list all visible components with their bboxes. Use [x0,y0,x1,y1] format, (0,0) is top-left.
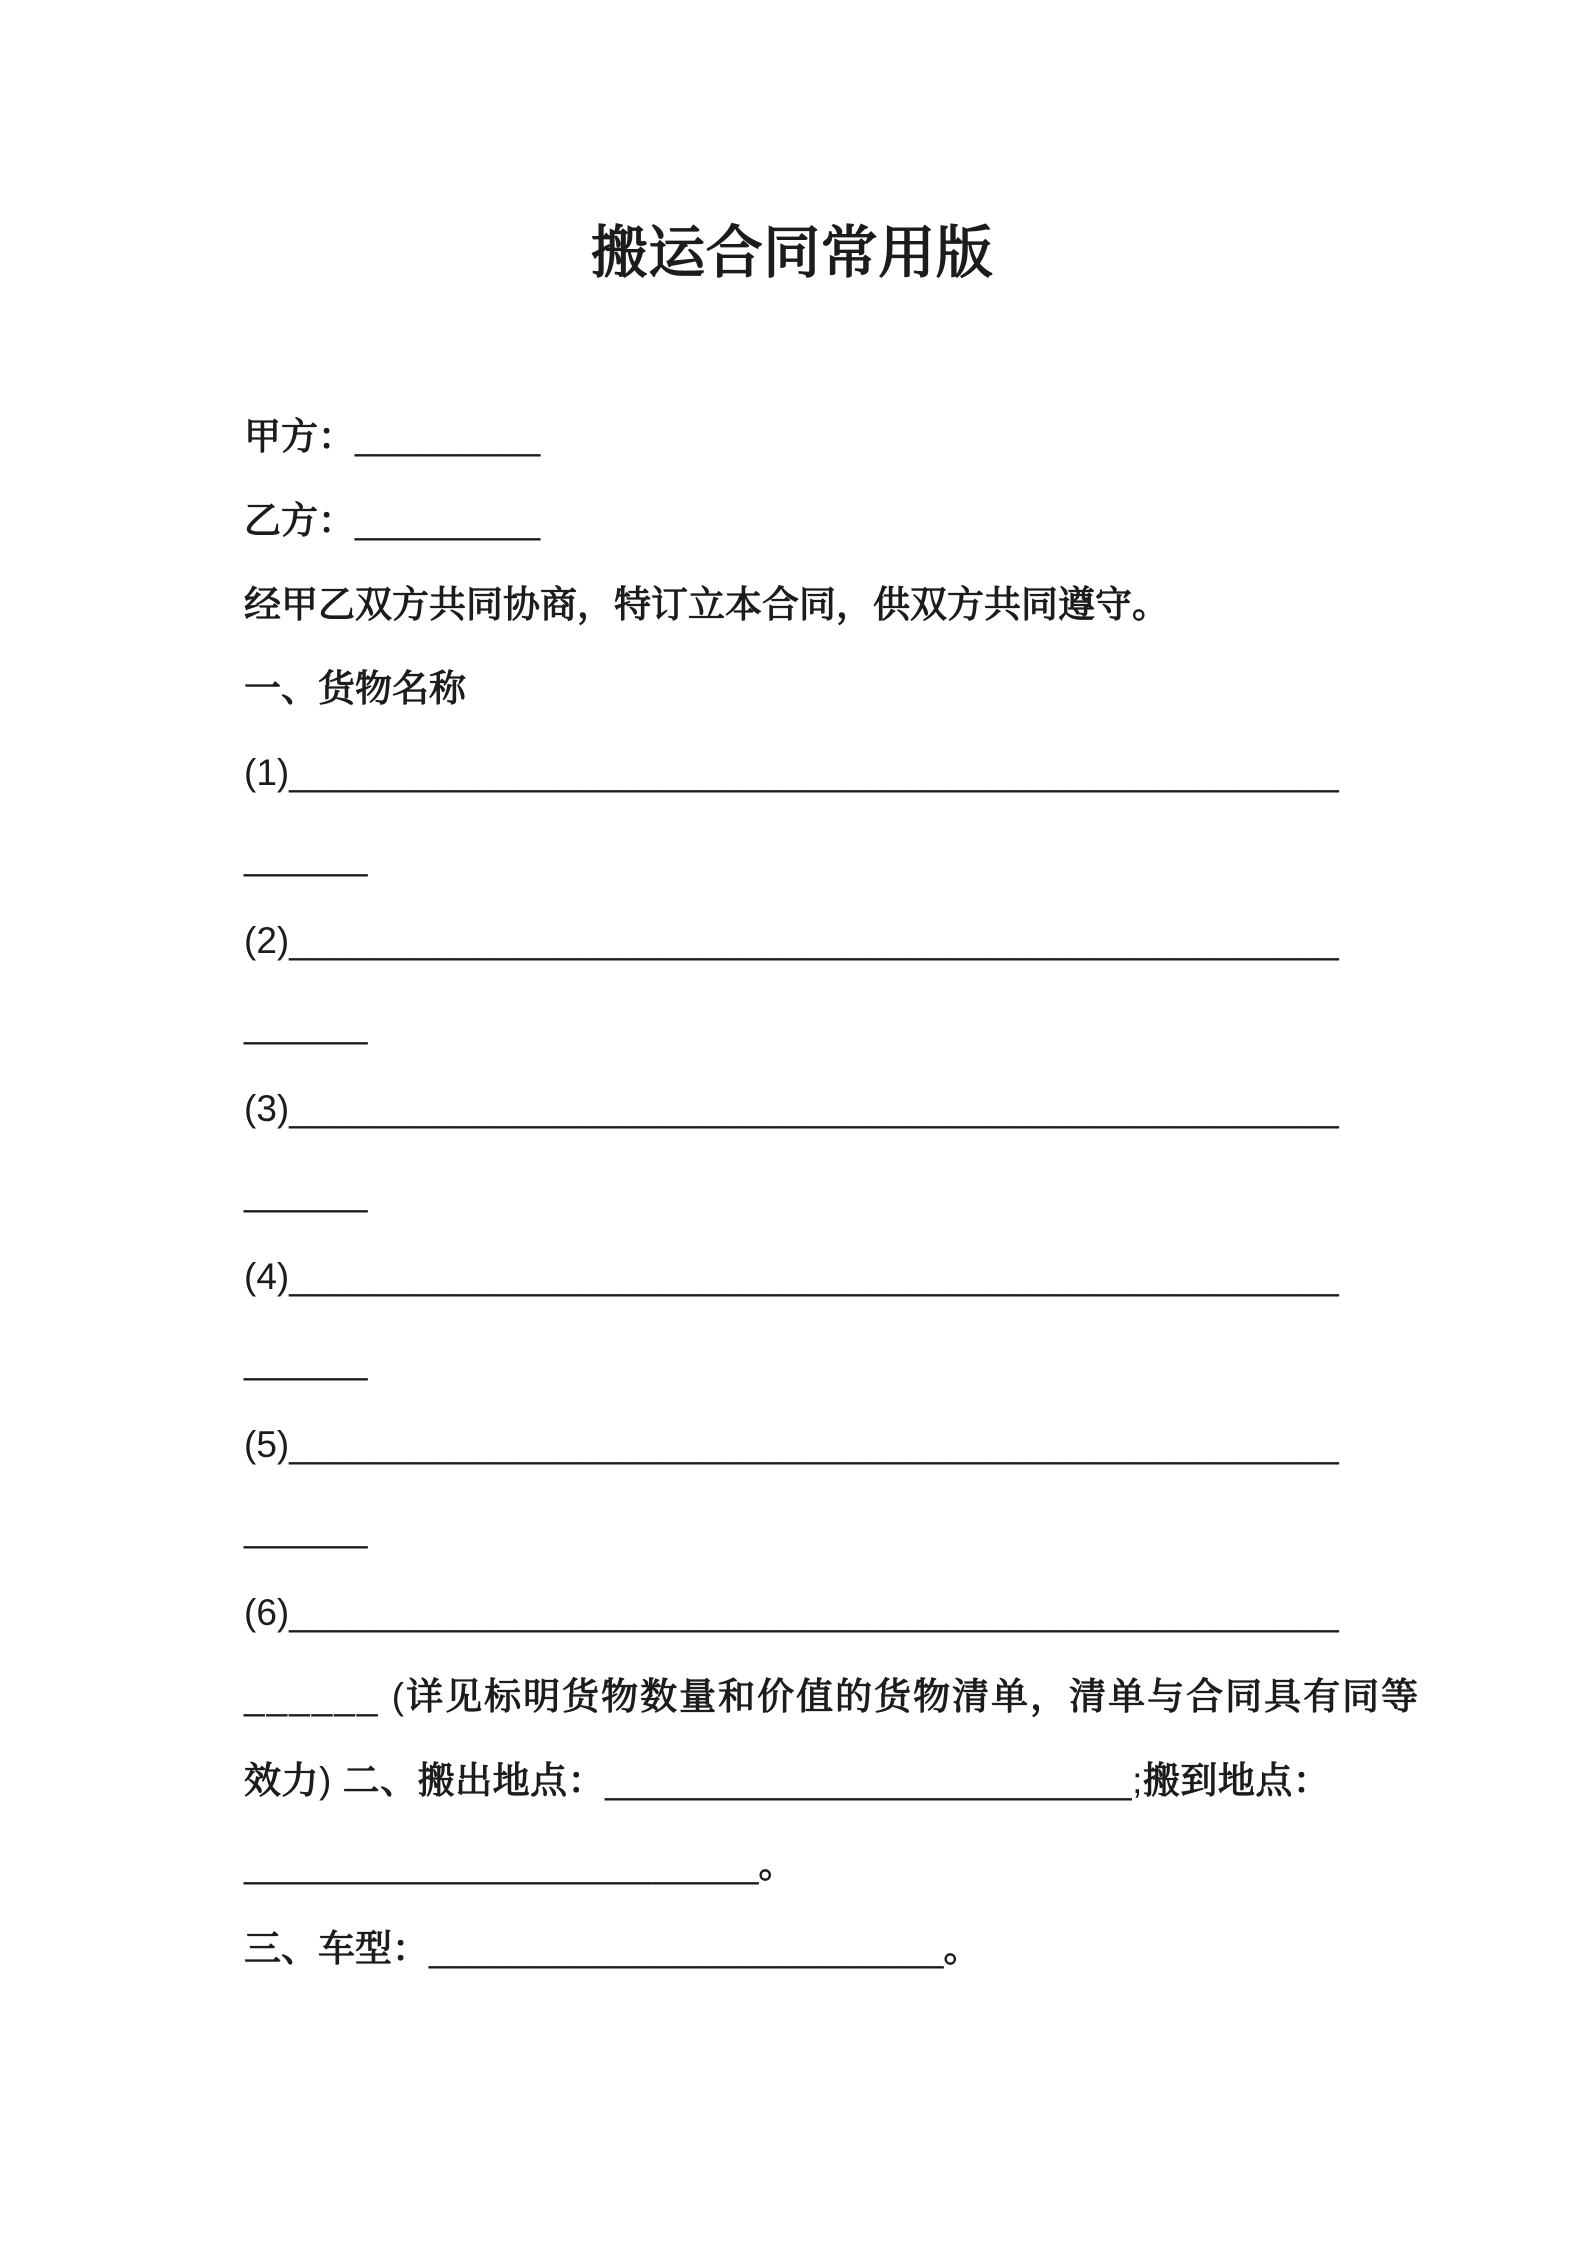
move-out-location-blank: _________________________ [605,1760,1133,1801]
document-body [244,395,1421,1991]
document-title: 搬运合同常用版 [590,221,994,285]
goods-item-2-continuation [244,983,1340,1067]
section-2-line [244,1739,1340,1823]
section-1-title: 一、货物名称 [244,668,466,709]
move-in-location-blank: _________________________ [244,1844,759,1885]
section-2-separator: ; [1132,1760,1143,1801]
goods-item-3-line [244,1067,1340,1151]
goods-item-5-blank: ___________________________________________________ [289,1424,1339,1465]
goods-item-4-blank: ___________________________________________________ [289,1256,1339,1297]
goods-item-4-number: (4) [244,1256,290,1297]
goods-item-5-number: (5) [244,1424,290,1465]
goods-item-2-line [244,899,1340,983]
goods-item-1-blank: ___________________________________________________ [289,752,1339,793]
goods-note-close-paren: ) [319,1760,343,1801]
goods-item-5-blank-continued: ______ [244,1508,368,1549]
goods-note-text-continued: 效力 [244,1760,319,1801]
goods-item-2-blank-continued: ______ [244,1004,368,1045]
goods-item-4-line [244,1235,1340,1319]
goods-item-1-number: (1) [244,752,290,793]
section-3-line [244,1907,1340,1991]
section-2-title: 二、搬出地点： [342,1760,606,1801]
party-a-line [244,395,1340,479]
goods-note-text: 详见标明货物数量和价值的货物清单，清单与合同具有同等 [406,1676,1421,1717]
vehicle-type-blank: _________________________ [429,1928,944,1969]
party-b-label: 乙方： [244,500,355,541]
goods-item-6-blank: ___________________________________________________ [289,1592,1339,1633]
goods-item-4-continuation [244,1319,1340,1403]
goods-item-2-number: (2) [244,920,290,961]
section-3-period: 。 [943,1928,981,1969]
preamble-line [244,563,1340,647]
goods-item-3-number: (3) [244,1088,290,1129]
section-3-title: 三、车型： [244,1928,429,1969]
goods-item-1-line [244,731,1340,815]
goods-item-5-line [244,1403,1340,1487]
goods-item-6-blank-continued: ______ ( [244,1676,407,1717]
goods-item-1-continuation [244,815,1340,899]
party-a-blank: _________ [355,416,541,457]
goods-item-1-blank-continued: ______ [244,836,368,877]
goods-note-line [244,1655,1421,1739]
goods-item-5-continuation [244,1487,1340,1571]
party-b-line [244,479,1340,563]
preamble-text: 经甲乙双方共同协商，特订立本合同，供双方共同遵守。 [244,584,1169,625]
goods-item-4-blank-continued: ______ [244,1340,368,1381]
goods-item-3-continuation [244,1151,1340,1235]
section-1-heading [244,647,1340,731]
goods-item-3-blank-continued: ______ [244,1172,368,1213]
move-in-location-label: 搬到地点： [1142,1760,1331,1801]
party-b-blank: _________ [355,500,541,541]
goods-item-6-line [244,1571,1340,1655]
goods-item-6-number: (6) [244,1592,290,1633]
section-2-continuation [244,1823,1340,1907]
goods-item-2-blank: ___________________________________________________ [289,920,1339,961]
section-2-period: 。 [758,1844,796,1885]
party-a-label: 甲方： [244,416,355,457]
goods-item-3-blank: ___________________________________________________ [289,1088,1339,1129]
